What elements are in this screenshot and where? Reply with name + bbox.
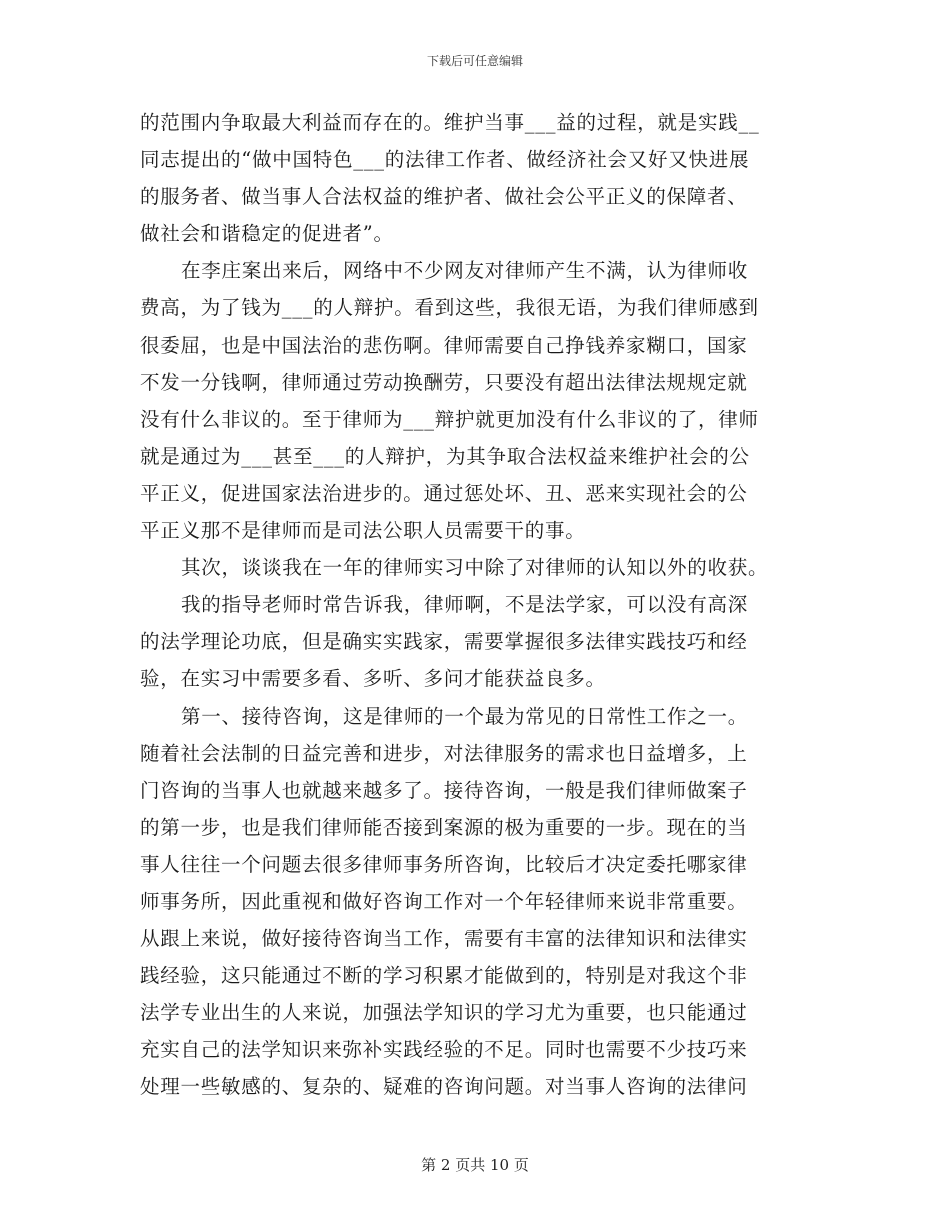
text-line: 的服务者、做当事人合法权益的维护者、做社会公平正义的保障者、 (140, 185, 748, 209)
text-line: 费高，为了钱为___的人辩护。看到这些，我很无语，为我们律师感到 (140, 296, 759, 320)
document-body (140, 104, 815, 1106)
text-line: 处理一些敏感的、复杂的、疑难的咨询问题。对当事人咨询的法律问 (140, 1075, 748, 1099)
text-line: 没有什么非议的。至于律师为___辩护就更加没有什么非议的了，律师 (140, 407, 759, 431)
text-line: 的第一步，也是我们律师能否接到案源的极为重要的一步。现在的当 (140, 815, 748, 839)
text-line: 从跟上来说，做好接待咨询当工作，需要有丰富的法律知识和法律实 (140, 927, 748, 951)
paragraph-start-line: 其次，谈谈我在一年的律师实习中除了对律师的认知以外的收获。 (181, 556, 769, 580)
text-line: 做社会和谐稳定的促进者”。 (140, 222, 394, 246)
text-line: 的法学理论功底，但是确实实践家，需要掌握很多法律实践技巧和经 (140, 630, 748, 654)
text-line: 法学专业出生的人来说，加强法学知识的学习尤为重要，也只能通过 (140, 1001, 748, 1025)
text-line: 门咨询的当事人也就越来越多了。接待咨询，一般是我们律师做案子 (140, 778, 748, 802)
text-line: 同志提出的“做中国特色___的法律工作者、做经济社会又好又快进展 (140, 148, 750, 172)
text-line: 平正义那不是律师而是司法公职人员需要干的事。 (140, 519, 586, 543)
text-line: 不发一分钱啊，律师通过劳动换酬劳，只要没有超出法律法规规定就 (140, 370, 748, 394)
text-line: 平正义，促进国家法治进步的。通过惩处坏、丑、恶来实现社会的公 (140, 481, 748, 505)
text-line: 践经验，这只能通过不断的学习积累才能做到的，特别是对我这个非 (140, 964, 748, 988)
paragraph-start-line: 在李庄案出来后，网络中不少网友对律师产生不满，认为律师收 (181, 259, 749, 283)
paragraph-start-line: 我的指导老师时常告诉我，律师啊，不是法学家，可以没有高深 (181, 593, 749, 617)
text-line: 充实自己的法学知识来弥补实践经验的不足。同时也需要不少技巧来 (140, 1038, 748, 1062)
text-line: 的范围内争取最大利益而存在的。维护当事___益的过程，就是实践__ (140, 111, 760, 134)
text-line: 验，在实习中需要多看、多听、多问才能获益良多。 (140, 667, 606, 691)
text-line: 就是通过为___甚至___的人辩护，为其争取合法权益来维护社会的公 (140, 444, 750, 468)
paragraph-start-line: 第一、接待咨询，这是律师的一个最为常见的日常性工作之一。 (181, 704, 749, 728)
page-number: 第 2 页共 10 页 (421, 1156, 529, 1174)
page-header: 下载后可任意编辑 (426, 54, 523, 68)
text-line: 很委屈，也是中国法治的悲伤啊。律师需要自己挣钱养家糊口，国家 (140, 333, 748, 357)
text-line: 事人往往一个问题去很多律师事务所咨询，比较后才决定委托哪家律 (140, 852, 748, 876)
text-line: 随着社会法制的日益完善和进步，对法律服务的需求也日益增多，上 (140, 741, 748, 765)
text-line: 师事务所，因此重视和做好咨询工作对一个年轻律师来说非常重要。 (140, 889, 748, 913)
